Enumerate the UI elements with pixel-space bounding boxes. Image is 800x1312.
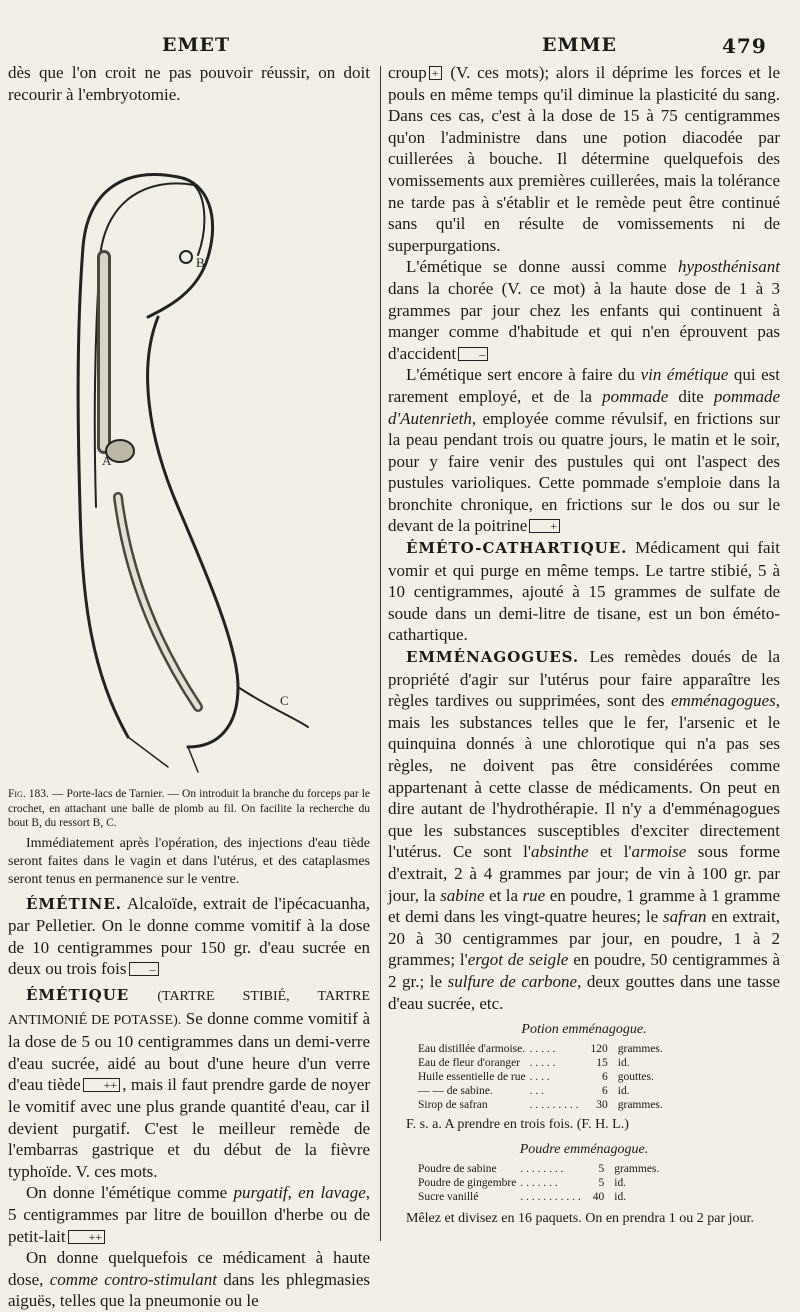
emm-text8: en poudre, 50 centigrammes à 2 gr.; le: [388, 950, 780, 991]
double-plus-box-icon: ++: [83, 1078, 121, 1092]
recipe-row: [416, 1084, 665, 1098]
emetique-paren: (TARTRE STIBIÉ, TARTRE ANTIMONIÉ DE POTASSE).: [8, 989, 370, 1028]
ingredient-quantity: 30: [596, 1099, 608, 1112]
hypo-italic: hyposthénisant: [678, 257, 780, 277]
ingredient-quantity: 5: [598, 1177, 605, 1190]
ingredient-unit: id.: [614, 1177, 627, 1190]
emetique-text2: , mais il faut prendre garde de noyer le vomitif avec une plus grande quantité d'eau, car il devient purgatif. C'est le meilleur remède de l'embarras gastrique et du début de la fièvre typhoïde. V. ces mots.: [8, 1075, 370, 1181]
purgatif-text3: , 5 centigrammes par litre de bouillon d'herbe ou de petit-lait: [8, 1183, 371, 1246]
ingredient-unit: id.: [614, 1191, 627, 1204]
entry-emeto-cathartique: [388, 537, 780, 646]
emm-italic6: safran: [663, 907, 707, 927]
leader-dots: . . . .: [529, 1071, 550, 1084]
leader-dots: . . .: [529, 1085, 544, 1098]
emm-italic5: rue: [522, 885, 546, 905]
recipe-row: [416, 1190, 661, 1204]
emm-italic8: sulfure de carbone: [447, 971, 578, 991]
ingredient-unit: grammes.: [617, 1043, 663, 1056]
running-head-left: EMET: [162, 34, 231, 56]
emm-text1: Les remèdes doués de la propriété d'agir sur l'utérus pour faire apparaître les règles tardives ou supprimées, sont des: [388, 647, 780, 711]
cathartique-text: Médicament qui fait vomir et qui purge en même temps. Le tartre stibié, 5 à 10 centigrammes, ajouté à 15 grammes de sulfate de soude dans un demi-litre de tisane, est un bon éméto-cathartique.: [388, 538, 780, 645]
vin-text4: , employée comme révulsif, en frictions sur la peau pendant trois ou quatre jours, le matin et le soir, pour y faire venir des pustules qui ont l'aspect des pustules varioliques. Cette pommade s'emploie dans la bronchite chronique, en frictions sur le dos ou sur le devant de la poitrine: [388, 408, 780, 536]
minus-box-icon: –: [458, 347, 488, 361]
left-column: [8, 62, 370, 1312]
vin-text1: L'émétique sert encore à faire du: [406, 365, 641, 385]
vin-italic2: pommade: [602, 386, 669, 406]
paragraph-haute-dose: [8, 1247, 370, 1312]
ingredient-unit: grammes.: [614, 1163, 660, 1176]
leader-dots: . . . . . . . . .: [529, 1099, 579, 1112]
caption-text: — Porte-lacs de Tarnier. — On introduit la branche du forceps par le crochet, en attachant une balle de plomb au fil. On facilite la recherche du bout B, du ressort B, C.: [8, 788, 371, 830]
emetique-text1: Se donne comme vomitif à la dose de 5 ou 10 centigrammes dans un demi-verre d'eau sucrée, aidé au bout d'une heure d'un verre d'eau tiède: [8, 1008, 370, 1095]
vin-italic3: pommade d'Autenrieth: [388, 386, 780, 428]
purgatif-text2: ,: [287, 1183, 299, 1203]
recipe-table-potion: [416, 1042, 665, 1112]
croup-text2: (V. ces mots); alors il déprime les forces et le pouls en même temps qu'il diminue la plasticité du sang. Dans ces cas, c'est à la dose de 15 à 75 centigrammes qu'on l'administre dans une potion diacodée par cuillerées à bouche. Il détermine quelquefois des vomissements aux premières cuillerées, mais la tolérance ne tarde pas à s'établir et le remède peut être continué sans qu'il en résulte de vomissements ni de superpurgations.: [388, 63, 780, 255]
emm-italic3: armoise: [631, 842, 687, 862]
haute-dose-italic: comme contro-stimulant: [49, 1269, 217, 1289]
emm-text2: , mais les substances telles que le fer, l'arsenic et le quinquina donnés à une chlorotique qui n'a pas ses règles, ne doivent pas être considérées comme appartenant à cette classe de médicaments. On peut en dire autant de l'hydrothérapie. Il n'y a d'emménagogues que les substances susceptibles d'exciter directement l'utérus. Ce sont l': [388, 691, 780, 862]
purgatif-italic1: purgatif: [233, 1183, 288, 1203]
recipe-row: [416, 1056, 665, 1070]
ingredient-name: Sucre vanillé: [418, 1191, 479, 1204]
emm-text9: , deux gouttes dans une tasse d'eau sucrée, etc.: [388, 971, 780, 1013]
recipe-instruction-potion: F. s. a. A prendre en trois fois. (F. H. L.): [406, 1117, 629, 1133]
page-number: 479: [722, 34, 767, 58]
emm-text3: et l': [588, 842, 632, 862]
entry-emmenagogues: [388, 646, 780, 1014]
column-divider: [380, 66, 381, 1241]
hypo-text2: dans la chorée (V. ce mot) à la haute dose de 1 à 3 grammes par jour chez les enfants qui continuent à manger comme d'habitude et qui n'en éprouvent pas d'accident: [388, 278, 780, 363]
ingredient-quantity: 40: [592, 1191, 605, 1204]
ingredient-quantity: 6: [602, 1071, 608, 1084]
plus-box-icon: +: [529, 519, 560, 533]
ingredient-name: Eau de fleur d'oranger: [418, 1057, 521, 1070]
ingredient-unit: gouttes.: [617, 1071, 654, 1084]
leader-dots: . . . . .: [529, 1057, 556, 1070]
ingredient-quantity: 15: [596, 1057, 608, 1070]
right-column: [388, 62, 780, 1228]
ingredient-name: Poudre de gingembre: [418, 1177, 517, 1190]
ingredient-unit: id.: [617, 1085, 630, 1098]
caption-label: Fig. 183.: [8, 788, 49, 801]
entry-emetine: [8, 893, 370, 980]
keyword-emeto-cathartique: ÉMÉTO-CATHARTIQUE.: [406, 539, 628, 558]
emm-text5: et la: [484, 885, 523, 905]
recipe-title-poudre: Poudre emménagogue.: [519, 1142, 649, 1158]
purgatif-text1: On donne l'émétique comme: [26, 1183, 234, 1203]
recipe-row: [416, 1098, 665, 1112]
keyword-emmenagogues: EMMÉNAGOGUES.: [406, 648, 580, 667]
running-head-right: EMME: [542, 34, 618, 56]
recipe-row: [416, 1070, 665, 1084]
emm-italic7: ergot de seigle: [467, 950, 569, 970]
intro-paragraph: dès que l'on croit ne pas pouvoir réussir, on doit recourir à l'embryotomie.: [8, 63, 370, 104]
porte-lacs-illustration: [8, 107, 370, 787]
croup-text1: croup: [388, 63, 427, 82]
paragraph-purgatif: [8, 1182, 370, 1247]
recipe-instruction-poudre: Mêlez et divisez en 16 paquets. On en prendra 1 ou 2 par jour.: [406, 1211, 754, 1227]
emm-text4: sous forme d'extrait, 2 à 4 grammes par jour; de vin à 100 gr. par jour, la: [388, 842, 780, 905]
hypo-text1: L'émétique se donne aussi comme: [406, 257, 678, 277]
paragraph-vin-emetique: [388, 364, 780, 537]
double-plus-box-icon: ++: [68, 1230, 106, 1244]
purgatif-italic2: en lavage: [298, 1183, 366, 1203]
leader-dots: . . . . . . . .: [520, 1163, 564, 1176]
figure-label-c: C: [280, 693, 289, 709]
emm-text7: en extrait, 20 à 30 centigrammes par jour, en poudre, 1 à 2 grammes; l': [388, 907, 781, 970]
paragraph-hyposthenisant: [388, 256, 780, 364]
figure-caption: [8, 787, 370, 831]
recipe-title-potion: Potion emménagogue.: [521, 1022, 647, 1038]
vin-text2: qui est rarement employé, et de la: [388, 365, 780, 406]
recipe-row: [416, 1042, 665, 1056]
ingredient-name: Huile essentielle de rue: [418, 1071, 526, 1084]
ingredient-quantity: 5: [598, 1163, 605, 1176]
leader-dots: . . . . .: [529, 1043, 556, 1056]
vin-text3: dite: [668, 386, 714, 406]
paragraph-immediately: Immédiatement après l'opération, des injections d'eau tiède seront faites dans le vagin et dans l'utérus, et des cataplasmes seront tenus en permanence sur le ventre.: [8, 835, 370, 887]
ingredient-name: Poudre de sabine: [418, 1163, 497, 1176]
recipe-table-poudre: [416, 1162, 661, 1204]
haute-dose-text2: dans les phlegmasies aiguës, telles que la pneumonie ou le: [8, 1269, 370, 1311]
ingredient-quantity: 120: [590, 1043, 608, 1056]
keyword-emetine: ÉMÉTINE.: [26, 894, 123, 913]
ingredient-unit: id.: [617, 1057, 630, 1070]
haute-dose-text1: On donne quelquefois ce médicament à haute dose,: [8, 1248, 370, 1289]
entry-emetique: [8, 984, 370, 1182]
recipe-row: [416, 1176, 661, 1190]
leader-dots: . . . . . . .: [520, 1177, 558, 1190]
figure-label-b: B: [196, 255, 205, 271]
ingredient-unit: grammes.: [617, 1099, 663, 1112]
ingredient-name: Eau distillée d'armoise.: [418, 1043, 526, 1056]
vin-italic1: vin émétique: [640, 365, 729, 385]
figure-label-a: A: [102, 453, 112, 469]
emetine-text: Alcaloïde, extrait de l'ipécacuanha, par Pelletier. On le donne comme vomitif à la dose de 10 centigrammes pour 150 gr. d'eau sucrée en deux ou trois fois: [8, 893, 370, 979]
figure-porte-lacs: [8, 107, 370, 787]
recipe-row: [416, 1162, 661, 1176]
ingredient-name: — — de sabine.: [418, 1085, 493, 1098]
ingredient-name: Sirop de safran: [418, 1099, 488, 1112]
plus-box-icon: +: [429, 66, 442, 80]
minus-box-icon: –: [129, 962, 159, 976]
emm-italic2: absinthe: [530, 842, 589, 862]
paragraph-croup: [388, 62, 780, 256]
ingredient-quantity: 6: [602, 1085, 608, 1098]
emm-italic1: emménagogues: [670, 691, 776, 711]
emm-text6: en poudre, 1 gramme à 1 gramme et demi dans les vingt-quatre heures; le: [388, 885, 780, 927]
leader-dots: . . . . . . . . . . .: [520, 1191, 581, 1204]
emm-italic4: sabine: [440, 885, 485, 905]
keyword-emetique: ÉMÉTIQUE: [26, 986, 130, 1005]
